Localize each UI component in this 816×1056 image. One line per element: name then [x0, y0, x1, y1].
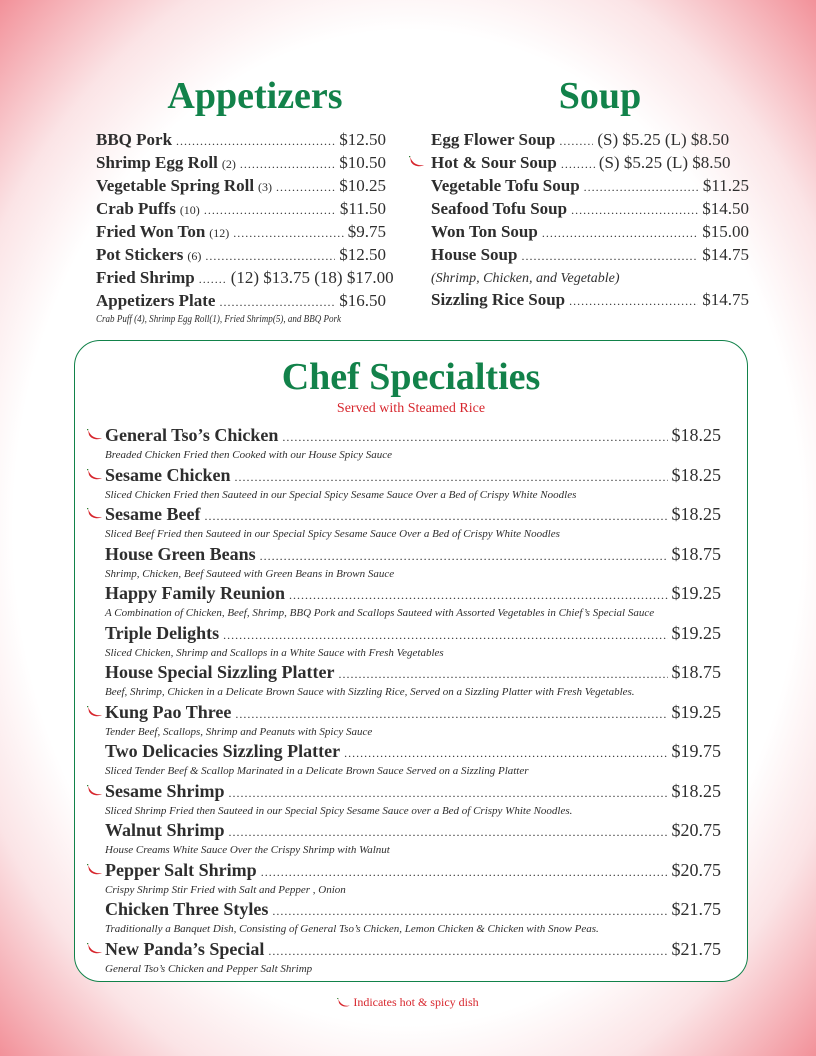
item-qty: (12) — [209, 226, 230, 240]
item-name: Two Delicacies Sizzling Platter — [105, 741, 341, 761]
specialty-item — [105, 820, 721, 860]
leader-dots — [223, 628, 667, 643]
chili-pepper-icon — [87, 469, 103, 481]
item-description: Beef, Shrimp, Chicken in a Delicate Brown Sauce with Sizzling Rice, Served on a Sizzling Platter with Fresh Vegetables. — [105, 686, 635, 698]
spicy-legend — [0, 995, 816, 1010]
item-qty: (3) — [258, 180, 273, 194]
leader-dots — [204, 509, 667, 524]
menu-item — [96, 291, 386, 314]
leader-dots — [521, 249, 698, 264]
item-name: Sizzling Rice Soup — [431, 290, 566, 309]
item-price: $18.25 — [671, 780, 721, 801]
specialties-subtitle: Served with Steamed Rice — [336, 401, 486, 416]
item-price: $18.25 — [671, 504, 721, 524]
item-price: $15.00 — [702, 222, 749, 241]
leader-dots — [272, 904, 667, 919]
item-price: $19.25 — [671, 583, 721, 603]
item-price: $20.75 — [671, 859, 721, 880]
leader-dots — [276, 180, 335, 195]
specialty-item — [105, 504, 721, 544]
soup-title: Soup — [558, 75, 642, 117]
item-name: Fried Shrimp — [96, 268, 195, 287]
item-name: Pot Stickers — [96, 245, 184, 264]
specialty-item — [105, 702, 721, 742]
item-description: Sliced Chicken, Shrimp and Scallops in a White Sauce with Fresh Vegetables — [105, 646, 444, 659]
item-price: $18.75 — [671, 662, 721, 682]
item-price: $18.25 — [671, 425, 721, 445]
leader-dots — [199, 272, 227, 287]
leader-dots — [571, 203, 698, 218]
spicy-legend-text: Indicates hot & spicy dish — [353, 995, 479, 1009]
leader-dots — [561, 157, 595, 172]
item-name: Hot & Sour Soup — [431, 153, 557, 172]
chili-pepper-icon — [87, 508, 103, 520]
item-description: Sliced Shrimp Fried then Sauteed in our Special Spicy Sesame Sauce over a Bed of Crispy White Noodles. — [105, 804, 573, 817]
menu-item — [96, 153, 386, 176]
menu-item — [96, 245, 386, 268]
leader-dots — [338, 667, 667, 682]
leader-dots — [569, 294, 698, 309]
item-name: General Tso’s Chicken — [105, 425, 279, 445]
menu-item — [96, 268, 394, 291]
specialty-item — [105, 781, 721, 821]
soup-list — [431, 130, 749, 313]
specialty-item — [105, 425, 721, 465]
item-qty: (2) — [221, 157, 236, 171]
item-price: $11.50 — [339, 199, 386, 218]
item-name: Crab Puffs — [96, 199, 176, 218]
menu-item — [96, 222, 386, 245]
leader-dots — [235, 707, 667, 722]
leader-dots — [229, 786, 668, 801]
leader-dots — [205, 249, 335, 264]
item-name: Vegetable Tofu Soup — [431, 176, 580, 195]
chef-specialties-panel — [74, 340, 748, 982]
specialties-title: Chef Specialties — [281, 356, 541, 398]
item-description: Sliced Tender Beef & Scallop Marinated in a Delicate Brown Sauce Served on a Sizzling Platter — [105, 765, 529, 777]
item-price: $18.25 — [671, 464, 721, 485]
specialty-item — [105, 662, 721, 702]
item-name: House Soup — [431, 245, 518, 264]
chili-pepper-icon — [87, 785, 103, 797]
item-name: Fried Won Ton — [96, 222, 206, 241]
item-description: Tender Beef, Scallops, Shrimp and Peanuts with Spicy Sauce — [105, 725, 373, 738]
leader-dots — [289, 588, 667, 603]
item-description: General Tso’s Chicken and Pepper Salt Shrimp — [105, 962, 313, 975]
specialty-item — [105, 860, 721, 900]
plate-note: Crab Puff (4), Shrimp Egg Roll(1), Fried Shrimp(5), and BBQ Pork — [96, 314, 342, 325]
item-name: New Panda’s Special — [105, 938, 265, 959]
leader-dots — [282, 430, 667, 445]
menu-item — [431, 153, 749, 176]
leader-dots — [260, 549, 668, 564]
menu-item — [431, 176, 749, 199]
item-qty: (10) — [179, 203, 200, 217]
item-description: Crispy Shrimp Stir Fried with Salt and Pepper , Onion — [105, 883, 346, 896]
leader-dots — [204, 203, 336, 218]
item-price: $19.75 — [671, 741, 721, 761]
item-price: $14.50 — [702, 199, 749, 218]
house-soup-note: (Shrimp, Chicken, and Vegetable) — [431, 271, 620, 286]
item-price: $10.25 — [339, 176, 386, 195]
specialties-list — [105, 425, 721, 978]
item-description: Breaded Chicken Fried then Cooked with our House Spicy Sauce — [105, 449, 393, 461]
chili-pepper-icon — [87, 429, 103, 441]
menu-item — [96, 130, 386, 153]
leader-dots — [268, 944, 667, 959]
specialty-item — [105, 544, 721, 584]
item-name: Walnut Shrimp — [105, 820, 225, 840]
menu-item — [431, 290, 749, 313]
item-description: Sliced Beef Fried then Sauteed in our Special Spicy Sesame Sauce Over a Bed of Crispy White Noodles — [105, 528, 560, 540]
item-price: $12.50 — [339, 245, 386, 264]
item-name: House Special Sizzling Platter — [105, 662, 335, 682]
item-price: (S) $5.25 (L) $8.50 — [598, 153, 731, 172]
leader-dots — [559, 134, 593, 149]
item-price: (12) $13.75 (18) $17.00 — [230, 268, 394, 287]
item-price: $19.25 — [671, 701, 721, 722]
item-price: $14.75 — [702, 245, 749, 264]
item-price: $21.75 — [671, 899, 721, 919]
menu-item — [431, 199, 749, 222]
appetizers-list — [96, 130, 394, 330]
menu-item — [96, 176, 386, 199]
item-description: Shrimp, Chicken, Beef Sauteed with Green Beans in Brown Sauce — [105, 567, 395, 580]
item-description: A Combination of Chicken, Beef, Shrimp, BBQ Pork and Scallops Sauteed with Assorted Vegetables in Chief’s Special Sauce — [105, 607, 655, 619]
specialty-item — [105, 741, 721, 781]
leader-dots — [584, 180, 699, 195]
item-price: $11.25 — [702, 176, 749, 195]
item-description: House Creams White Sauce Over the Crispy Shrimp with Walnut — [105, 844, 390, 856]
chili-pepper-icon — [337, 998, 351, 1008]
item-name: Sesame Beef — [105, 504, 201, 524]
menu-item — [431, 130, 749, 153]
menu-item — [96, 199, 386, 222]
leader-dots — [344, 746, 667, 761]
menu-item — [431, 222, 749, 245]
item-name: Vegetable Spring Roll — [96, 176, 255, 195]
item-price: $20.75 — [671, 820, 721, 840]
item-description: Sliced Chicken Fried then Sauteed in our Special Spicy Sesame Sauce Over a Bed of Crispy White Noodles — [105, 488, 577, 501]
item-price: $12.50 — [339, 130, 386, 149]
leader-dots — [219, 295, 335, 310]
item-price: $9.75 — [347, 222, 386, 241]
item-name: Won Ton Soup — [431, 222, 538, 241]
item-price: (S) $5.25 (L) $8.50 — [597, 130, 730, 149]
item-name: Chicken Three Styles — [105, 899, 269, 919]
leader-dots — [235, 470, 668, 485]
leader-dots — [229, 825, 668, 840]
item-qty: (6) — [187, 249, 202, 263]
menu-item — [431, 245, 749, 268]
item-name: Seafood Tofu Soup — [431, 199, 568, 218]
item-price: $19.25 — [671, 622, 721, 643]
leader-dots — [261, 865, 668, 880]
item-name: House Green Beans — [105, 543, 256, 564]
chili-pepper-icon — [87, 864, 103, 876]
specialty-item — [105, 465, 721, 505]
specialty-item — [105, 939, 721, 979]
item-price: $21.75 — [671, 938, 721, 959]
specialty-item — [105, 583, 721, 623]
appetizers-title: Appetizers — [167, 75, 343, 117]
chili-pepper-icon — [409, 156, 425, 168]
item-price: $18.75 — [671, 543, 721, 564]
leader-dots — [240, 157, 335, 172]
item-price: $14.75 — [702, 290, 749, 309]
item-name: Kung Pao Three — [105, 701, 232, 722]
item-name: Pepper Salt Shrimp — [105, 859, 257, 880]
specialty-item — [105, 623, 721, 663]
item-price: $10.50 — [339, 153, 386, 172]
specialty-item — [105, 899, 721, 939]
item-name: Happy Family Reunion — [105, 583, 286, 603]
item-price: $16.50 — [339, 291, 386, 310]
item-description: Traditionally a Banquet Dish, Consisting of General Tso’s Chicken, Lemon Chicken & Chicken with Snow Peas. — [105, 923, 599, 935]
chili-pepper-icon — [87, 706, 103, 718]
item-name: BBQ Pork — [96, 130, 173, 149]
item-name: Egg Flower Soup — [431, 130, 556, 149]
leader-dots — [176, 134, 335, 149]
item-name: Appetizers Plate — [96, 291, 216, 310]
item-name: Sesame Chicken — [105, 464, 231, 485]
chili-pepper-icon — [87, 943, 103, 955]
leader-dots — [542, 226, 698, 241]
item-name: Shrimp Egg Roll — [96, 153, 218, 172]
leader-dots — [233, 226, 343, 241]
item-name: Sesame Shrimp — [105, 780, 225, 801]
item-name: Triple Delights — [105, 622, 220, 643]
